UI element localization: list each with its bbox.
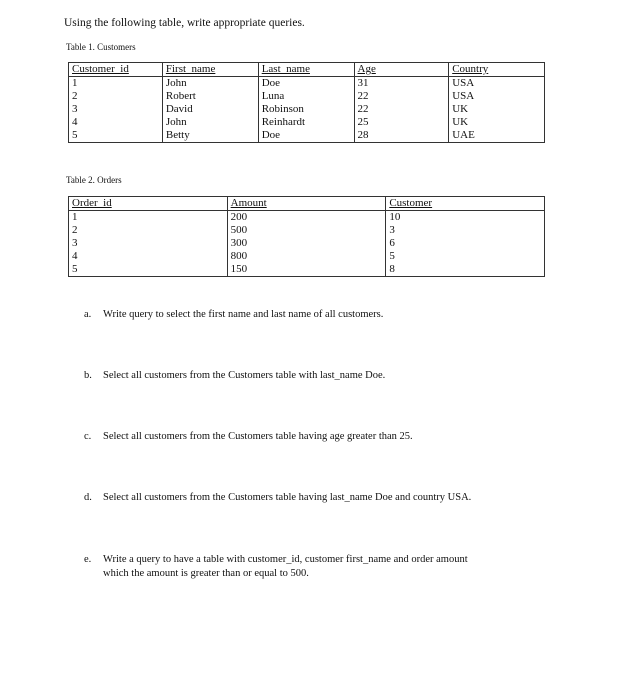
- customers-table: [68, 62, 545, 143]
- table-cell: 800: [227, 250, 386, 263]
- table-cell: 10: [386, 211, 545, 225]
- question-text: Select all customers from the Customers table having last_name Doe and country USA.: [103, 492, 472, 503]
- table-cell: UK: [449, 116, 545, 129]
- question-label: b.: [84, 370, 92, 381]
- column-header: Country: [449, 63, 545, 77]
- table-cell: 8: [386, 263, 545, 277]
- table-cell: 22: [354, 90, 449, 103]
- question-b: [84, 369, 385, 383]
- table-cell: John: [162, 116, 258, 129]
- table-cell: 25: [354, 116, 449, 129]
- table-cell: 3: [386, 224, 545, 237]
- table-cell: 500: [227, 224, 386, 237]
- table-cell: 5: [386, 250, 545, 263]
- column-header: Customer: [386, 197, 545, 211]
- table-cell: 2: [69, 90, 163, 103]
- table-cell: 3: [69, 237, 228, 250]
- orders-table-caption: Table 2. Orders: [66, 175, 122, 185]
- table-cell: 6: [386, 237, 545, 250]
- question-label: a.: [84, 309, 92, 320]
- instructions-text: Using the following table, write appropriate queries.: [64, 17, 305, 29]
- table-cell: John: [162, 77, 258, 91]
- table-cell: Luna: [258, 90, 354, 103]
- column-header: Order_id: [69, 197, 228, 211]
- table-cell: Robinson: [258, 103, 354, 116]
- table-cell: Betty: [162, 129, 258, 143]
- table-row: [69, 237, 545, 250]
- question-text: Select all customers from the Customers table with last_name Doe.: [103, 370, 386, 381]
- question-text: Write query to select the first name and last name of all customers.: [103, 309, 384, 320]
- table-cell: Doe: [258, 77, 354, 91]
- table-cell: 200: [227, 211, 386, 225]
- question-e: [84, 553, 468, 581]
- column-header: First_name: [162, 63, 258, 77]
- table-row: [69, 77, 545, 91]
- table-row: [69, 263, 545, 277]
- table-cell: Doe: [258, 129, 354, 143]
- table-cell: 1: [69, 211, 228, 225]
- table-row: [69, 90, 545, 103]
- table-cell: 2: [69, 224, 228, 237]
- table-row: [69, 116, 545, 129]
- question-a: [84, 308, 383, 322]
- question-label: d.: [84, 492, 92, 503]
- column-header: Age: [354, 63, 449, 77]
- table-row: [69, 250, 545, 263]
- table-cell: 28: [354, 129, 449, 143]
- column-header: Customer_id: [69, 63, 163, 77]
- question-text: Select all customers from the Customers table having age greater than 25.: [103, 431, 413, 442]
- table-cell: 4: [69, 250, 228, 263]
- table-header-row: [69, 197, 545, 211]
- table-cell: 4: [69, 116, 163, 129]
- table-cell: USA: [449, 77, 545, 91]
- table-cell: 31: [354, 77, 449, 91]
- orders-table: [68, 196, 545, 277]
- question-text: Write a query to have a table with customer_id, customer first_name and order amount: [103, 554, 468, 565]
- table-cell: UK: [449, 103, 545, 116]
- table-cell: 300: [227, 237, 386, 250]
- question-c: [84, 430, 413, 444]
- table-cell: Reinhardt: [258, 116, 354, 129]
- table-header-row: [69, 63, 545, 77]
- table-cell: 5: [69, 263, 228, 277]
- question-label: e.: [84, 554, 92, 565]
- table-cell: 5: [69, 129, 163, 143]
- column-header: Amount: [227, 197, 386, 211]
- question-d: [84, 491, 471, 505]
- table-cell: UAE: [449, 129, 545, 143]
- table-cell: David: [162, 103, 258, 116]
- table-row: [69, 129, 545, 143]
- column-header: Last_name: [258, 63, 354, 77]
- question-text-continued: which the amount is greater than or equal to 500.: [103, 568, 309, 579]
- question-label: c.: [84, 431, 92, 442]
- table-cell: 22: [354, 103, 449, 116]
- table-cell: USA: [449, 90, 545, 103]
- table-cell: 1: [69, 77, 163, 91]
- table-row: [69, 211, 545, 225]
- table-row: [69, 224, 545, 237]
- table-cell: Robert: [162, 90, 258, 103]
- customers-table-caption: Table 1. Customers: [66, 42, 136, 52]
- table-row: [69, 103, 545, 116]
- table-cell: 150: [227, 263, 386, 277]
- table-cell: 3: [69, 103, 163, 116]
